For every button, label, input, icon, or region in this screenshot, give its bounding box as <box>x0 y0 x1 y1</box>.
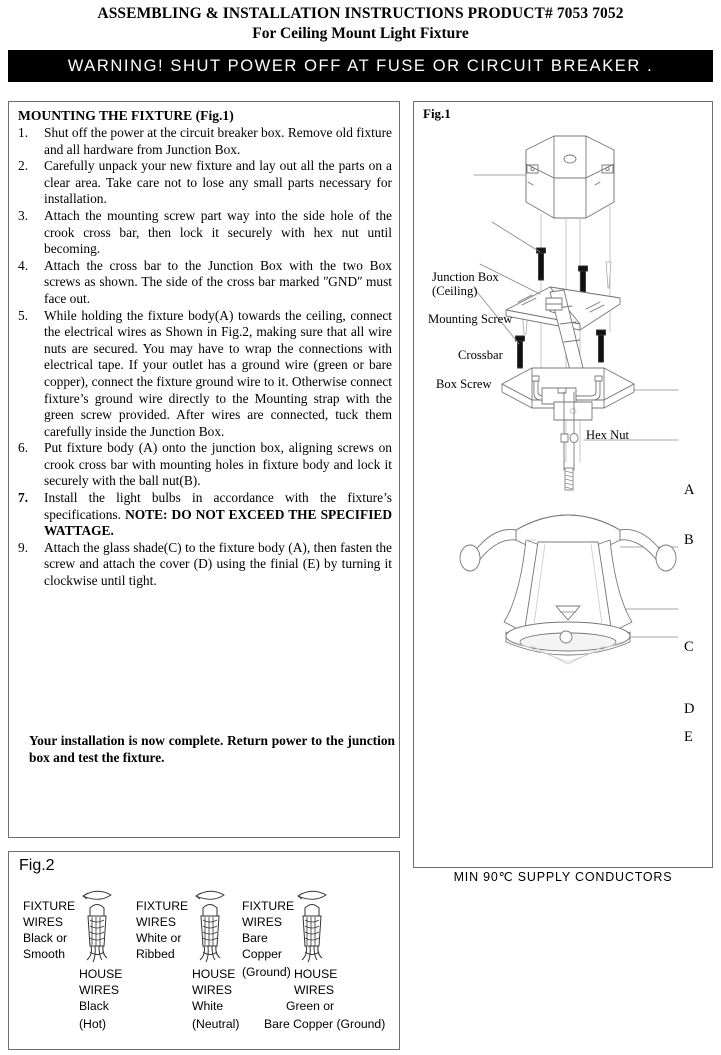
callout-letter-e: E <box>684 729 693 745</box>
callout-mounting-screw: Mounting Screw <box>428 312 513 326</box>
fig1-label: Fig.1 <box>423 106 451 121</box>
callout-letter-b: B <box>684 532 694 548</box>
step-number: 2. <box>18 158 29 174</box>
step-text: Attach the mounting screw part way into the side hole of the crook cross bar, then lock it securely with hex nut until becoming. <box>44 207 392 257</box>
fig2-fixture-wires-label-1: FIXTURE <box>23 899 76 913</box>
callout-junction-box-line2: (Ceiling) <box>432 284 478 298</box>
step-text: Attach the glass shade(C) to the fixture body (A), then fasten the screw and attach the cover (D) using the finial (E) by turning it clockwise until tight. <box>44 539 392 589</box>
finial-drawing <box>560 631 572 643</box>
fig2-house-wires-label-2: HOUSE <box>192 967 236 981</box>
fig2-fixture-wires-color-1b: Smooth <box>23 947 66 961</box>
fig2-house-wires-color-3: Green or <box>286 999 335 1013</box>
instructions-panel <box>8 101 400 838</box>
step-text: Attach the cross bar to the Junction Box with the two Box screws as shown. The side of the cross bar marked ʺGNDʺ must face out. <box>44 257 392 306</box>
step-text: Install the light bulbs in accordance with the fixture’s specifications. <box>44 490 392 522</box>
instruction-step <box>18 125 392 158</box>
warning-banner <box>8 50 713 82</box>
instruction-step-list <box>18 125 392 590</box>
step-text: Shut off the power at the circuit breaker box. Remove old fixture and all hardware from Junction Box. <box>44 125 392 157</box>
fig2-house-wires-color-1: Black <box>79 999 109 1013</box>
instructions-heading: MOUNTING THE FIXTURE (Fig.1) <box>18 108 234 123</box>
step-number: 5. <box>18 307 29 323</box>
step-number: 7. <box>18 490 29 506</box>
fig2-fixture-wires-label-2b: WIRES <box>136 915 176 929</box>
instruction-step <box>18 440 392 490</box>
step-text: Put fixture body (A) onto the junction box, aligning screws on crook cross bar with mounting holes in fixture body and lock it securely with the ball nut(B). <box>44 440 392 489</box>
fig2-house-wires-label-1b: WIRES <box>79 983 119 997</box>
wire-nut-icon-1 <box>83 891 111 962</box>
fig1-diagram <box>414 102 712 867</box>
step-text: While holding the fixture body(A) towards the ceiling, connect the electrical wires as Shown in Fig.2, making sure that all wire nuts are secured. You may have to wrap the connections with electrical tape. If your outlet has a ground wire (green or bare copper), connect the fixture ground wire to it. Otherwise connect fixture’s ground wire directly to the Mounting strap with the green screw provided. After wires are connected, tuck them carefully inside the Junction Box. <box>44 307 392 439</box>
fig2-house-wires-type-2: (Neutral) <box>192 1017 240 1031</box>
instructions-body <box>18 107 392 590</box>
instruction-step <box>18 208 392 258</box>
instruction-step <box>18 158 392 208</box>
step-number: 3. <box>18 207 29 223</box>
instruction-step <box>18 308 392 441</box>
step-number: 6. <box>18 440 29 456</box>
fig2-house-wires-type-3: Bare Copper (Ground) <box>264 1017 386 1031</box>
title-line-2: For Ceiling Mount Light Fixture <box>252 25 469 42</box>
title-line-1: ASSEMBLING & INSTALLATION INSTRUCTIONS PRODUCT# 7053 7052 <box>97 5 624 22</box>
callout-hex-nut: Hex Nut <box>586 428 630 442</box>
callout-letter-c: C <box>684 639 694 655</box>
junction-box-drawing <box>526 136 614 218</box>
wire-nut-icon-2 <box>196 891 224 962</box>
fig2-fixture-wires-color-3b: Copper <box>242 947 282 961</box>
callout-letter-d: D <box>684 701 695 717</box>
fig2-fixture-wires-label-1b: WIRES <box>23 915 63 929</box>
fig2-house-wires-label-2b: WIRES <box>192 983 232 997</box>
page-title <box>0 4 721 44</box>
fig2-fixture-wires-label-3: FIXTURE <box>242 899 295 913</box>
fig2-house-wires-label-1: HOUSE <box>79 967 123 981</box>
fig2-house-wires-label-3: HOUSE <box>294 967 338 981</box>
warning-banner-text: WARNING! SHUT POWER OFF AT FUSE OR CIRCUIT BREAKER . <box>67 57 654 75</box>
fig2-house-wires-label-3b: WIRES <box>294 983 334 997</box>
wire-nut-icon-3 <box>298 891 326 962</box>
instruction-step <box>18 540 392 590</box>
fig2-house-wires-type-1: (Hot) <box>79 1017 107 1031</box>
step-number: 1. <box>18 125 29 140</box>
fig1-panel <box>413 101 713 868</box>
step-text-emphasis: NOTE: DO NOT EXCEED THE SPECIFIED WATTAGE. <box>44 506 393 539</box>
fig2-panel <box>8 851 400 1050</box>
closing-note: Your installation is now complete. Return power to the junction box and test the fixture. <box>29 733 395 765</box>
callout-crossbar: Crossbar <box>458 348 503 362</box>
instruction-step <box>18 258 392 308</box>
fig2-fixture-wires-color-1: Black or <box>23 931 68 945</box>
fig2-fixture-wires-color-3: Bare <box>242 931 268 945</box>
supply-conductors-note: MIN 90℃ SUPPLY CONDUCTORS <box>453 870 673 884</box>
step-number: 4. <box>18 257 29 273</box>
callout-box-screw: Box Screw <box>436 377 492 391</box>
fig2-fixture-wires-label-3b: WIRES <box>242 915 282 929</box>
fig2-fixture-wires-color-2: White or <box>136 931 182 945</box>
fig2-fixture-wires-color-2b: Ribbed <box>136 947 175 961</box>
fig2-label: Fig.2 <box>19 857 55 874</box>
callout-letter-a: A <box>684 482 695 498</box>
instruction-step <box>18 490 392 540</box>
fixture-body-drawing <box>502 368 634 420</box>
step-number: 9. <box>18 539 29 555</box>
callout-junction-box-line1: Junction Box <box>432 270 499 284</box>
fig2-house-wires-color-2: White <box>192 999 224 1013</box>
fig2-fixture-wires-label-2: FIXTURE <box>136 899 189 913</box>
step-text: Carefully unpack your new fixture and lay out all the parts on a clear area. Take care not to lose any small parts necessary for installation. <box>44 158 392 207</box>
fig2-fixture-wires-ground-3: (Ground) <box>242 965 291 979</box>
